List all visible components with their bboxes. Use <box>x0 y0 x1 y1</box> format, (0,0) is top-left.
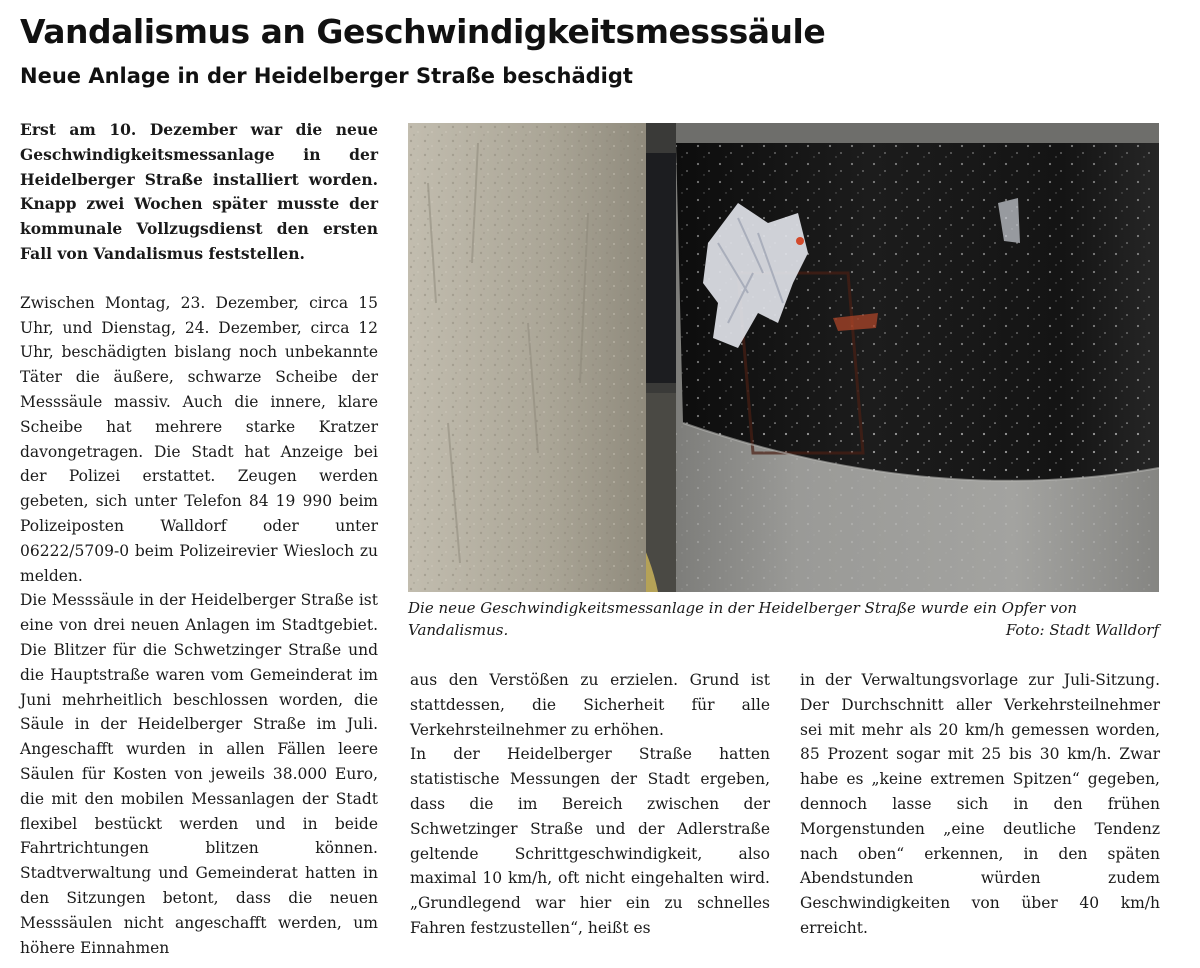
subheadline: Neue Anlage in der Heidelberger Straße beschädigt <box>20 64 633 88</box>
body-paragraph-2-continued: aus den Verstößen zu erzielen. Grund ist stattdessen, die Sicherheit für alle Verkehrsteilnehmer zu erhöhen. <box>410 671 770 739</box>
photo-caption <box>408 597 1159 641</box>
lead-paragraph: Erst am 10. Dezember war die neue Geschwindigkeitsmessanlage in der Heidelberger Straße installiert worden. Knapp zwei Wochen später musste der kommunale Vollzugsdienst den ersten Fall von Vandalismus feststellen. <box>20 120 378 263</box>
photo-credit: Foto: Stadt Walldorf <box>1005 621 1159 639</box>
caption-text: Die neue Geschwindigkeitsmessanlage in der Heidelberger Straße wurde ein Opfer von Vandalismus. <box>408 599 1078 639</box>
body-paragraph-1: Zwischen Montag, 23. Dezember, circa 15 Uhr, und Dienstag, 24. Dezember, circa 12 Uhr, beschädigten bislang noch unbekannte Täter die äußere, schwarze Scheibe der Messsäule massiv. Auch die innere, klare Scheibe hat mehrere starke Kratzer davongetragen. Die Stadt hat Anzeige bei der Polizei erstattet. Zeugen werden gebeten, sich unter Telefon 84 19 990 beim Polizeiposten Walldorf oder unter 06222/5709-0 beim Polizeirevier Wiesloch zu melden. <box>20 293 378 585</box>
body-paragraph-3-continued: in der Verwaltungsvorlage zur Juli-Sitzung. Der Durchschnitt aller Verkehrsteilnehmer sei mit mehr als 20 km/h gemessen worden, 85 Prozent sogar mit 25 bis 30 km/h. Zwar habe es „keine extremen Spitzen“ gegeben, dennoch lasse sich in den frühen Morgenstunden „eine deutliche Tendenz nach oben“ erkennen, in den späten Abendstunden würden zudem Geschwindigkeiten von über 40 km/h erreicht. <box>800 671 1160 937</box>
body-paragraph-3: In der Heidelberger Straße hatten statistische Messungen der Stadt ergeben, dass die im Bereich zwischen der Schwetzinger Straße und der Adlerstraße geltende Schrittgeschwindigkeit, also maximal 10 km/h, oft nicht eingehalten wird. „Grundlegend war hier ein zu schnelles Fahren festzustellen“, heißt es <box>410 745 770 937</box>
headline: Vandalismus an Geschwindigkeitsmesssäule <box>20 12 826 51</box>
vandalized-speed-camera-image <box>408 123 1159 592</box>
article-photo <box>408 123 1159 592</box>
article-column-1 <box>20 118 378 960</box>
body-paragraph-2: Die Messsäule in der Heidelberger Straße ist eine von drei neuen Anlagen im Stadtgebiet. Die Blitzer für die Schwetzinger Straße und die Hauptstraße waren vom Gemeinderat im Juni mehrheitlich beschlossen worden, die Säule in der Heidelberger Straße im Juli. Angeschafft wurden in allen Fällen leere Säulen für Kosten von jeweils 38.000 Euro, die mit den mobilen Messanlagen der Stadt flexibel bestückt werden und in beide Fahrtrichtungen blitzen können. Stadtverwaltung und Gemeinderat hatten in den Sitzungen betont, dass die neuen Messsäulen nicht angeschafft werden, um höhere Einnahmen <box>20 591 378 957</box>
article-column-2 <box>410 668 770 941</box>
article-column-3 <box>800 668 1160 941</box>
